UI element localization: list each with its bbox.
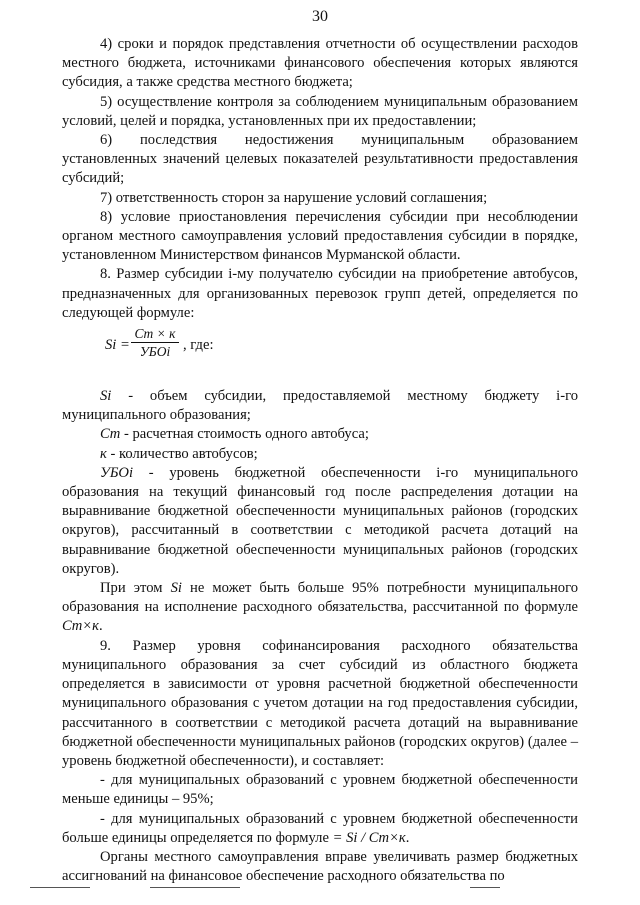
bullet2-formula: = Si / Cт×к	[332, 829, 406, 846]
definition-k	[62, 445, 578, 464]
limit-symbol-si: Si	[170, 580, 182, 597]
paragraph-limit	[62, 579, 578, 637]
limit-text-a: При этом	[100, 580, 163, 597]
bullet2-end: .	[405, 829, 410, 846]
formula-denominator: УБОi	[139, 344, 171, 360]
paragraph-item-4: 4) сроки и порядок представления отчетности об осуществлении расходов местного бюджета, источниками финансового обеспечения которых являются субсидия, а также средства местного бюджета;	[62, 36, 578, 91]
definition-ubo-text: - уровень бюджетной обеспеченности i-го муниципального образования на текущий финансовый год после распределения дотации на выравнивание бюджетной обеспеченности муниципальных районов (городских округов), рассчитанный в соответствии с методикой расчета дотаций на выравнивание бюджетной обеспеченности муниципальных районов (городских округов).	[62, 464, 578, 577]
symbol-k: к	[100, 445, 107, 462]
footer-line-middle	[150, 887, 240, 888]
subsidy-formula	[105, 325, 578, 365]
symbol-ubo: УБОi	[100, 464, 134, 481]
footer-line-right	[470, 887, 500, 888]
document-body	[62, 35, 578, 886]
paragraph-8-subsidy-size: 8. Размер субсидии i-му получателю субсидии на приобретение автобусов, предназначенных для организованных перевозок групп детей, определяется по следующей формуле:	[62, 266, 578, 321]
formula-lhs: Si =	[105, 337, 130, 354]
limit-text-b: не может быть больше 95% потребности муниципального образования на исполнение расходного обязательства, рассчитанной по формуле	[62, 580, 578, 616]
spacer	[62, 365, 578, 387]
footer-divider	[0, 883, 640, 893]
definition-ubo	[62, 464, 578, 579]
paragraph-item-8-condition: 8) условие приостановления перечисления субсидии при несоблюдении органом местного самоуправления условий предоставления субсидии в порядке, установленном Министерством финансов Мурманской области.	[62, 208, 578, 264]
paragraph-item-9: 9. Размер уровня софинансирования расходного обязательства муниципального образования за счет субсидий из областного бюджета определяется в зависимости от уровня расчетной бюджетной обеспеченности муниципального образования с учетом дотации на год предоставления субсидии, рассчитанного в соответствии с методикой расчета дотаций на выравнивание бюджетной обеспеченности муниципальных районов (городских округов) (далее – уровень бюджетной обеспеченности), и составляет:	[62, 637, 578, 769]
bullet-below-one: - для муниципальных образований с уровнем бюджетной обеспеченности меньше единицы – 95%;	[62, 772, 578, 808]
limit-formula: Cт×к	[62, 618, 99, 635]
definition-ct	[62, 425, 578, 444]
formula-numerator: Cт × к	[131, 325, 179, 343]
paragraph-last: Органы местного самоуправления вправе увеличивать размер бюджетных ассигнований на финансовое обеспечение расходного обязательства по	[62, 848, 578, 885]
paragraph-item-6: 6) последствия недостижения муниципальным образованием установленных значений целевых показателей результативности предоставления субсидий;	[62, 132, 578, 187]
symbol-ct: Cт	[100, 426, 121, 443]
formula-fraction	[131, 325, 179, 360]
bullet2-text: - для муниципальных образований с уровнем бюджетной обеспеченности больше единицы определяется по формуле	[62, 810, 578, 846]
definition-si-text: - объем субсидии, предоставляемой местному бюджету i-го муниципального образования;	[62, 388, 578, 424]
page-number: 30	[312, 8, 328, 25]
definition-ct-text: - расчетная стоимость одного автобуса;	[123, 426, 369, 443]
footer-line-left	[30, 887, 90, 888]
paragraph-item-7: 7) ответственность сторон за нарушение условий соглашения;	[100, 189, 488, 206]
definition-si	[62, 387, 578, 425]
paragraph-item-5: 5) осуществление контроля за соблюдением муниципальным образованием условий, целей и порядка, установленных при их предоставлении;	[62, 93, 578, 129]
limit-end: .	[98, 618, 103, 635]
definition-k-text: - количество автобусов;	[110, 445, 258, 462]
formula-where: , где:	[183, 337, 214, 354]
symbol-si: Si	[100, 388, 112, 405]
bullet-above-one	[62, 810, 578, 848]
